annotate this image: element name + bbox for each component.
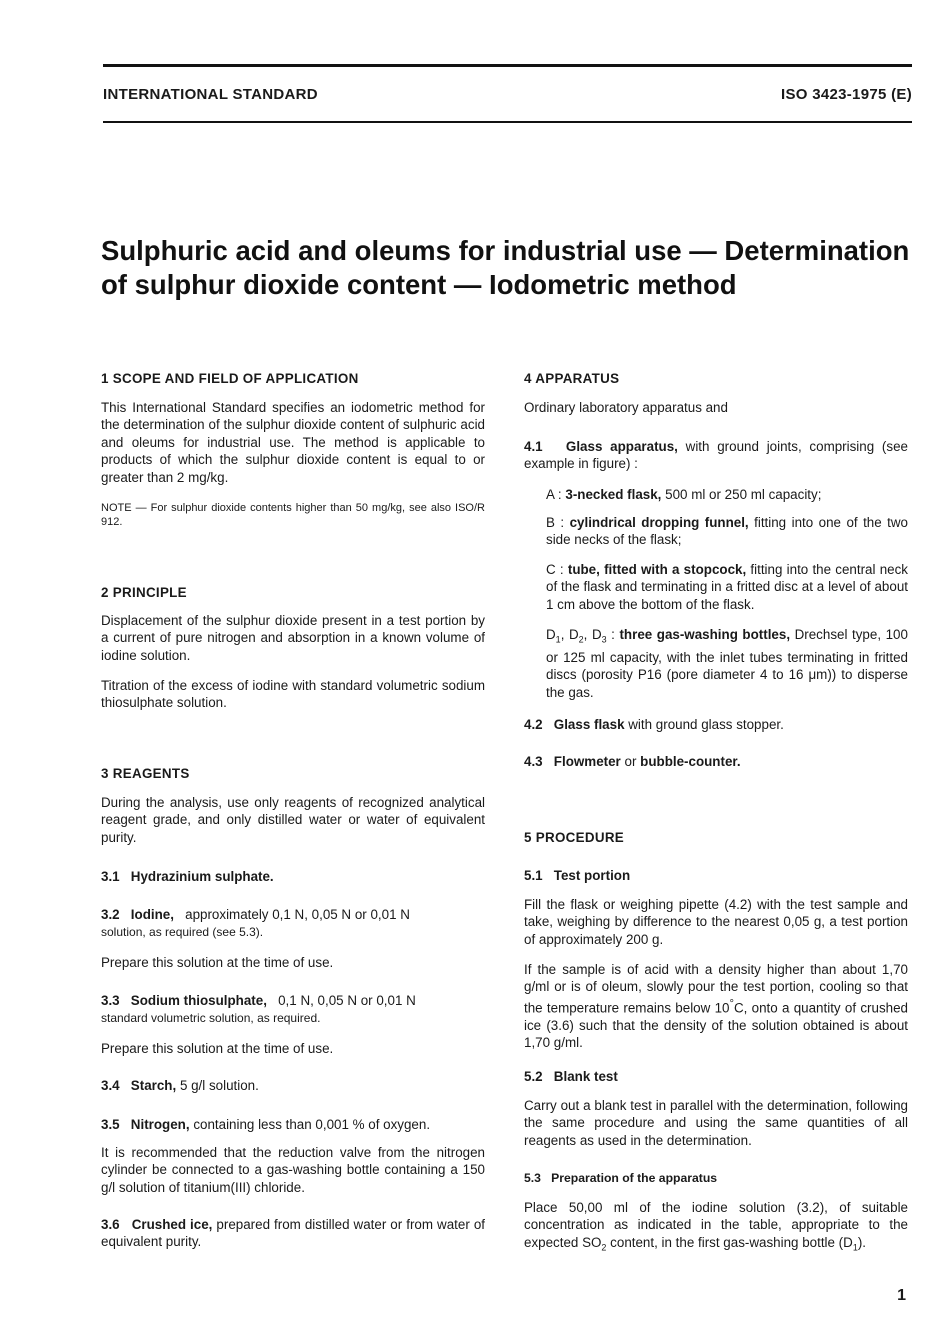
so2-subscript: 2 bbox=[601, 1242, 607, 1253]
item-b-label: B : bbox=[546, 515, 565, 530]
reagent-3-3-prep: Prepare this solution at the time of use. bbox=[101, 1041, 334, 1056]
item-c-label: C : bbox=[546, 562, 564, 577]
subsection-5-1-title: Test portion bbox=[553, 868, 631, 883]
subsection-5-3-title: Preparation of the apparatus bbox=[551, 1171, 718, 1185]
para-part-3: ). bbox=[857, 1234, 867, 1250]
reagent-3-2-concentration: approximately 0,1 N, 0,05 N or 0,01 N bbox=[185, 907, 410, 922]
reagent-3-5-detail: containing less than 0,001 % of oxygen. bbox=[193, 1117, 431, 1132]
apparatus-4-3-name-2: bubble-counter. bbox=[640, 754, 741, 769]
apparatus-item-b bbox=[546, 514, 908, 549]
subsection-5-2-para: Carry out a blank test in parallel with the determination, following the same procedure and using the same quantities of all reagents as used in the determination. bbox=[524, 1098, 908, 1148]
section-3-intro: During the analysis, use only reagents of recognized analytical reagent grade, and only distilled water or water of equivalent purity. bbox=[101, 795, 485, 845]
item-d-label-1 bbox=[546, 627, 561, 645]
reagent-3-6 bbox=[101, 1216, 485, 1251]
reagent-3-3-number: 3.3 bbox=[101, 993, 120, 1008]
apparatus-4-1-number: 4.1 bbox=[524, 439, 543, 454]
item-d-label-3 bbox=[591, 627, 607, 645]
reagent-3-6-number: 3.6 bbox=[101, 1217, 120, 1232]
item-d-sub-1: 1 bbox=[555, 634, 561, 645]
section-4-intro: Ordinary laboratory apparatus and bbox=[524, 400, 728, 415]
apparatus-4-2-number: 4.2 bbox=[524, 717, 543, 732]
para-part-2: content, in the first gas-washing bottle (D bbox=[610, 1234, 853, 1250]
apparatus-item-d: $D_1$, $D_2$, $D_3$ : three gas-washing bottles, Drechsel type, 100 or 125 ml capacity, with the inlet tubes terminating in fritted discs (porosity P16 (pore diameter 4 to 16 μm)) to disperse the gas. bbox=[546, 627, 908, 700]
item-d-letter: D bbox=[591, 627, 602, 642]
reagent-3-4 bbox=[101, 1077, 485, 1094]
title-line-1: Sulphuric acid and oleums for industrial use — Determination bbox=[101, 235, 910, 266]
header-bottom-rule bbox=[103, 121, 912, 123]
subsection-5-1-number: 5.1 bbox=[524, 868, 543, 883]
subsection-5-2-heading bbox=[524, 1068, 908, 1085]
section-2-para-2: Titration of the excess of iodine with standard volumetric sodium thiosulphate solution. bbox=[101, 678, 485, 711]
apparatus-4-3-name: Flowmeter bbox=[553, 754, 621, 769]
apparatus-4-1 bbox=[524, 438, 908, 473]
item-c-detail: fitting into the central neck of the flask and terminating in a fritted disc at a level of about 1 cm above the bottom of the flask. bbox=[546, 562, 908, 612]
apparatus-4-2-name: Glass flask bbox=[553, 717, 625, 732]
para-2-part-1: If the sample is of acid with a density higher than about 1,70 g/ml or is of oleum, slowly pour the test portion, cooling so that the temperature remains below 10 bbox=[524, 962, 908, 1016]
reagent-3-2-prep: Prepare this solution at the time of use. bbox=[101, 955, 334, 970]
reagent-3-2-detail: solution, as required (see 5.3). bbox=[101, 925, 264, 940]
section-1-body: This International Standard specifies an iodometric method for the determination of the sulphur dioxide content of sulphuric acid and oleums for industrial use. The method is applicable to products of which the sulphur dioxide content is equal to or greater than 2 mg/kg. bbox=[101, 400, 485, 485]
reagent-3-2-name: Iodine, bbox=[130, 907, 174, 922]
item-c-name: tube, fitted with a stopcock, bbox=[567, 562, 747, 577]
apparatus-4-3 bbox=[524, 753, 908, 770]
page-number: 1 bbox=[897, 1287, 906, 1304]
reagent-3-1-number: 3.1 bbox=[101, 869, 120, 884]
standard-label: INTERNATIONAL STANDARD bbox=[103, 86, 318, 103]
reagent-3-3 bbox=[101, 992, 485, 1028]
item-d-sub-3: 3 bbox=[601, 634, 607, 645]
document-title bbox=[101, 234, 921, 302]
para-2-part-2: C, onto a quantity of crushed ice (3.6) such that the density of the solution obtained is about 1,70 g/ml. bbox=[524, 1000, 908, 1051]
section-5-heading: 5 PROCEDURE bbox=[524, 830, 625, 845]
title-line-2: of sulphur dioxide content — Iodometric method bbox=[101, 269, 737, 300]
apparatus-4-1-detail: with ground joints, comprising (see example in figure) : bbox=[524, 439, 908, 472]
reagent-3-3-concentration: 0,1 N, 0,05 N or 0,01 N bbox=[278, 993, 416, 1008]
section-1-note: NOTE — For sulphur dioxide contents higher than 50 mg/kg, see also ISO/R 912. bbox=[101, 502, 485, 528]
reagent-3-3-name: Sodium thiosulphate, bbox=[130, 993, 267, 1008]
apparatus-4-3-or: or bbox=[624, 754, 637, 769]
section-2-para-1: Displacement of the sulphur dioxide present in a test portion by a current of pure nitrogen and absorption in a known volume of iodine solution. bbox=[101, 613, 485, 663]
reagent-3-6-name: Crushed ice, bbox=[131, 1217, 213, 1232]
reagent-3-5 bbox=[101, 1116, 485, 1133]
reagent-3-2-number: 3.2 bbox=[101, 907, 120, 922]
subsection-5-2-number: 5.2 bbox=[524, 1069, 543, 1084]
apparatus-4-3-number: 4.3 bbox=[524, 754, 543, 769]
reagent-3-4-name: Starch, bbox=[130, 1078, 177, 1093]
reagent-3-3-detail: standard volumetric solution, as required. bbox=[101, 1011, 321, 1026]
subsection-5-1-heading bbox=[524, 867, 908, 884]
apparatus-4-2-detail: with ground glass stopper. bbox=[628, 717, 784, 732]
item-d-name: three gas-washing bottles, bbox=[619, 627, 791, 642]
section-3-heading: 3 REAGENTS bbox=[101, 766, 190, 781]
item-b-name: cylindrical dropping funnel, bbox=[569, 515, 749, 530]
reagent-3-4-detail: 5 g/l solution. bbox=[179, 1078, 259, 1093]
subsection-5-2-title: Blank test bbox=[553, 1069, 618, 1084]
item-a-label: A : bbox=[546, 487, 562, 502]
apparatus-item-c bbox=[546, 561, 908, 613]
reagent-3-1-name: Hydrazinium sulphate. bbox=[130, 869, 274, 884]
item-d-label-2 bbox=[568, 627, 584, 645]
section-4-heading: 4 APPARATUS bbox=[524, 371, 620, 386]
subsection-5-3-para bbox=[524, 1199, 908, 1257]
item-d-detail: 100 or 125 ml capacity, with the inlet tubes terminating in fritted discs (porosity P16 (pore diameter 4 to 16 μm)) to disperse the gas. bbox=[546, 627, 908, 700]
apparatus-item-a bbox=[546, 486, 908, 503]
d1-subscript: 1 bbox=[852, 1242, 858, 1253]
reagent-3-5-note: It is recommended that the reduction valve from the nitrogen cylinder be connected to a gas-washing bottle containing a 150 g/l solution of titanium(III) chloride. bbox=[101, 1145, 485, 1195]
reagent-3-5-name: Nitrogen, bbox=[130, 1117, 190, 1132]
reagent-3-5-number: 3.5 bbox=[101, 1117, 120, 1132]
item-d-sub-2: 2 bbox=[578, 634, 584, 645]
degree-sign: ° bbox=[729, 997, 734, 1010]
para-part-1: Place 50,00 ml of the iodine solution (3.2), of suitable concentration as indicated in the table, appropriate to the expected SO bbox=[524, 1200, 908, 1250]
item-d-letter: D bbox=[568, 627, 579, 642]
subsection-5-3-heading bbox=[524, 1170, 908, 1187]
section-2-heading: 2 PRINCIPLE bbox=[101, 585, 187, 600]
item-a-name: 3-necked flask, bbox=[565, 487, 662, 502]
apparatus-4-1-name: Glass apparatus, bbox=[565, 439, 678, 454]
item-b-detail: fitting into one of the two side necks of the flask; bbox=[546, 515, 908, 548]
reagent-3-4-number: 3.4 bbox=[101, 1078, 120, 1093]
standard-number: ISO 3423-1975 (E) bbox=[780, 86, 912, 103]
reagent-3-2 bbox=[101, 906, 485, 942]
item-a-detail: 500 ml or 250 ml capacity; bbox=[665, 487, 822, 502]
item-d-letter: D bbox=[546, 627, 556, 642]
header-top-rule bbox=[103, 64, 912, 67]
item-d-type: Drechsel type, bbox=[794, 627, 882, 642]
reagent-3-6-detail: prepared from distilled water or from water of equivalent purity. bbox=[101, 1217, 485, 1250]
reagent-3-1 bbox=[101, 868, 485, 885]
section-1-heading: 1 SCOPE AND FIELD OF APPLICATION bbox=[101, 371, 359, 386]
subsection-5-3-number: 5.3 bbox=[524, 1171, 541, 1185]
apparatus-4-2 bbox=[524, 716, 908, 733]
subsection-5-1-para-2 bbox=[524, 961, 908, 1052]
subsection-5-1-para-1: Fill the flask or weighing pipette (4.2) with the test sample and take, weighing by difference to the nearest 0,05 g, a test portion of approximately 200 g. bbox=[524, 897, 908, 947]
